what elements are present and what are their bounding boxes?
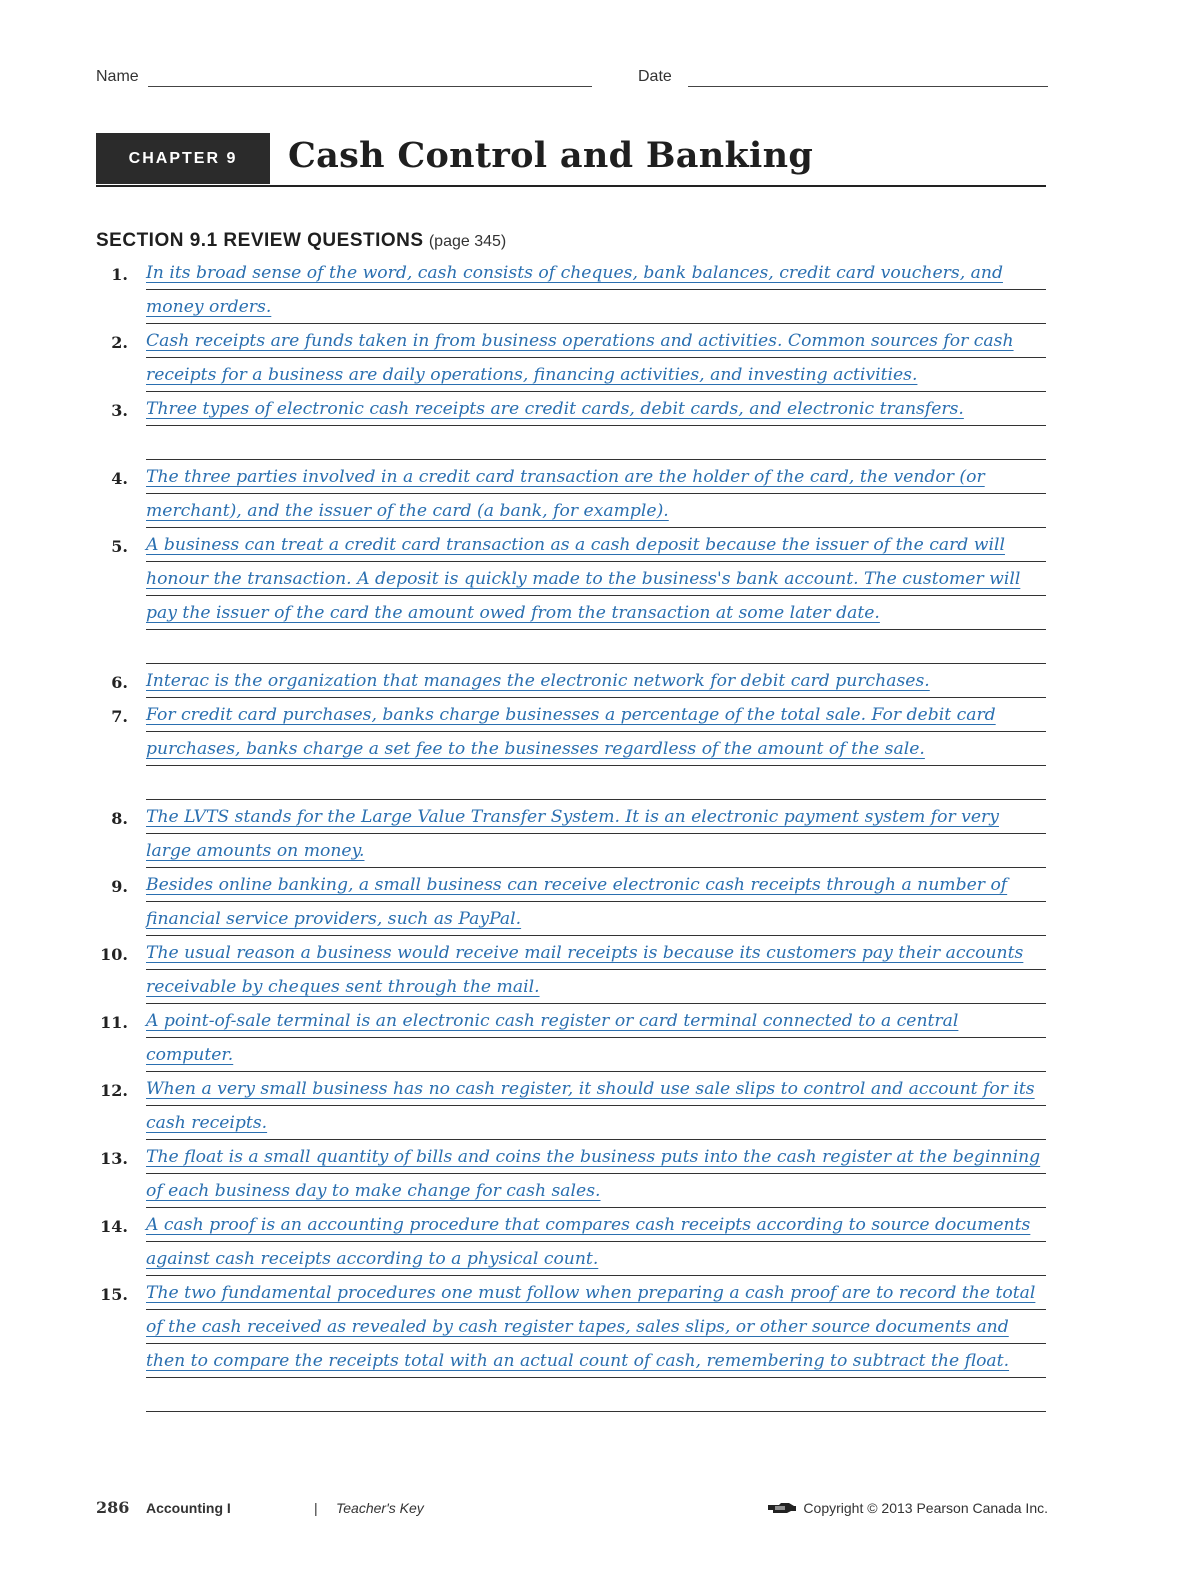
- copyright-hand-icon: [767, 1501, 797, 1515]
- review-question: [96, 528, 1048, 664]
- name-label: Name: [96, 68, 139, 85]
- section-title: SECTION 9.1 REVIEW QUESTIONS: [96, 230, 424, 251]
- answer-text: Interac is the organization that manages the electronic network for debit card purchases.: [146, 671, 930, 691]
- review-question: [96, 1208, 1048, 1276]
- book-title: Accounting I: [146, 1500, 231, 1516]
- question-number: 14.: [100, 1217, 128, 1236]
- answer-text: The LVTS stands for the Large Value Transfer System. It is an electronic payment system for very large amounts on money.: [146, 807, 999, 861]
- answer-text: The float is a small quantity of bills and coins the business puts into the cash register at the beginning of each business day to make change for cash sales.: [146, 1147, 1041, 1201]
- question-number: 10.: [100, 945, 128, 964]
- page-footer: [96, 1498, 1048, 1520]
- review-question: [96, 256, 1048, 324]
- section-page-ref: (page 345): [428, 233, 507, 250]
- question-number: 2.: [111, 333, 128, 352]
- date-label: Date: [638, 68, 672, 85]
- answer-text: In its broad sense of the word, cash consists of cheques, bank balances, credit card vouchers, and money orders.: [146, 263, 1003, 317]
- question-number: 1.: [111, 265, 128, 284]
- answer-text: A cash proof is an accounting procedure that compares cash receipts according to source documents against cash receipts according to a physical count.: [146, 1215, 1031, 1269]
- review-question: [96, 1072, 1048, 1140]
- question-number: 11.: [100, 1013, 128, 1032]
- question-number: 12.: [100, 1081, 128, 1100]
- review-question: [96, 392, 1048, 460]
- footer-separator: |: [314, 1500, 318, 1516]
- answer-text: When a very small business has no cash register, it should use sale slips to control and account for its cash receipts.: [146, 1079, 1035, 1133]
- answer-text: Cash receipts are funds taken in from business operations and activities. Common sources for cash receipts for a business are daily operations, financing activities, and investing activities.: [146, 331, 1014, 385]
- review-question: [96, 1276, 1048, 1412]
- answer-text: The usual reason a business would receive mail receipts is because its customers pay their accounts receivable by cheques sent through the mail.: [146, 943, 1024, 997]
- review-question: [96, 936, 1048, 1004]
- answer-line: [146, 630, 1046, 664]
- answer-text: The three parties involved in a credit card transaction are the holder of the card, the vendor (or merchant), and the issuer of the card (a bank, for example).: [146, 467, 985, 521]
- chapter-tab: CHAPTER 9: [96, 133, 270, 184]
- review-question: [96, 1140, 1048, 1208]
- answer-text: Besides online banking, a small business can receive electronic cash receipts through a number of financial service providers, such as PayPal.: [146, 875, 1008, 929]
- copyright-text: Copyright © 2013 Pearson Canada Inc.: [803, 1500, 1048, 1516]
- answer-text: A point-of-sale terminal is an electronic cash register or card terminal connected to a central computer.: [146, 1011, 959, 1065]
- question-number: 6.: [111, 673, 128, 692]
- answer-line: [146, 1378, 1046, 1412]
- answer-text: Three types of electronic cash receipts are credit cards, debit cards, and electronic transfers.: [146, 399, 964, 419]
- question-number: 7.: [111, 707, 128, 726]
- review-question: [96, 868, 1048, 936]
- section-heading: [96, 230, 506, 252]
- review-question: [96, 1004, 1048, 1072]
- question-number: 5.: [111, 537, 128, 556]
- answer-text: The two fundamental procedures one must follow when preparing a cash proof are to record the total of the cash received as revealed by cash register tapes, sales slips, or other source documents and then to compare the receipts total with an actual count of cash, remembering to subtract the float.: [146, 1283, 1036, 1371]
- review-question: [96, 460, 1048, 528]
- answer-line: [146, 426, 1046, 460]
- copyright-block: [767, 1500, 1048, 1516]
- teachers-key-label: Teacher's Key: [336, 1500, 424, 1516]
- name-field[interactable]: [148, 86, 592, 87]
- question-number: 3.: [111, 401, 128, 420]
- review-question: [96, 664, 1048, 698]
- question-number: 13.: [100, 1149, 128, 1168]
- review-question: [96, 698, 1048, 800]
- chapter-title: Cash Control and Banking: [288, 135, 814, 176]
- answer-text: For credit card purchases, banks charge businesses a percentage of the total sale. For debit card purchases, banks charge a set fee to the businesses regardless of the amount of the sale.: [146, 705, 996, 759]
- page-number: 286: [96, 1498, 130, 1517]
- answer-line: [146, 766, 1046, 800]
- question-number: 4.: [111, 469, 128, 488]
- review-question: [96, 324, 1048, 392]
- review-question: [96, 800, 1048, 868]
- question-number: 8.: [111, 809, 128, 828]
- chapter-header: [96, 133, 1046, 187]
- date-field[interactable]: [688, 86, 1048, 87]
- name-date-row: [96, 68, 1048, 90]
- answer-text: A business can treat a credit card transaction as a cash deposit because the issuer of the card will honour the transaction. A deposit is quickly made to the business's bank account. The customer will pay the issuer of the card the amount owed from the transaction at some later date.: [146, 535, 1021, 623]
- question-number: 9.: [111, 877, 128, 896]
- question-number: 15.: [100, 1285, 128, 1304]
